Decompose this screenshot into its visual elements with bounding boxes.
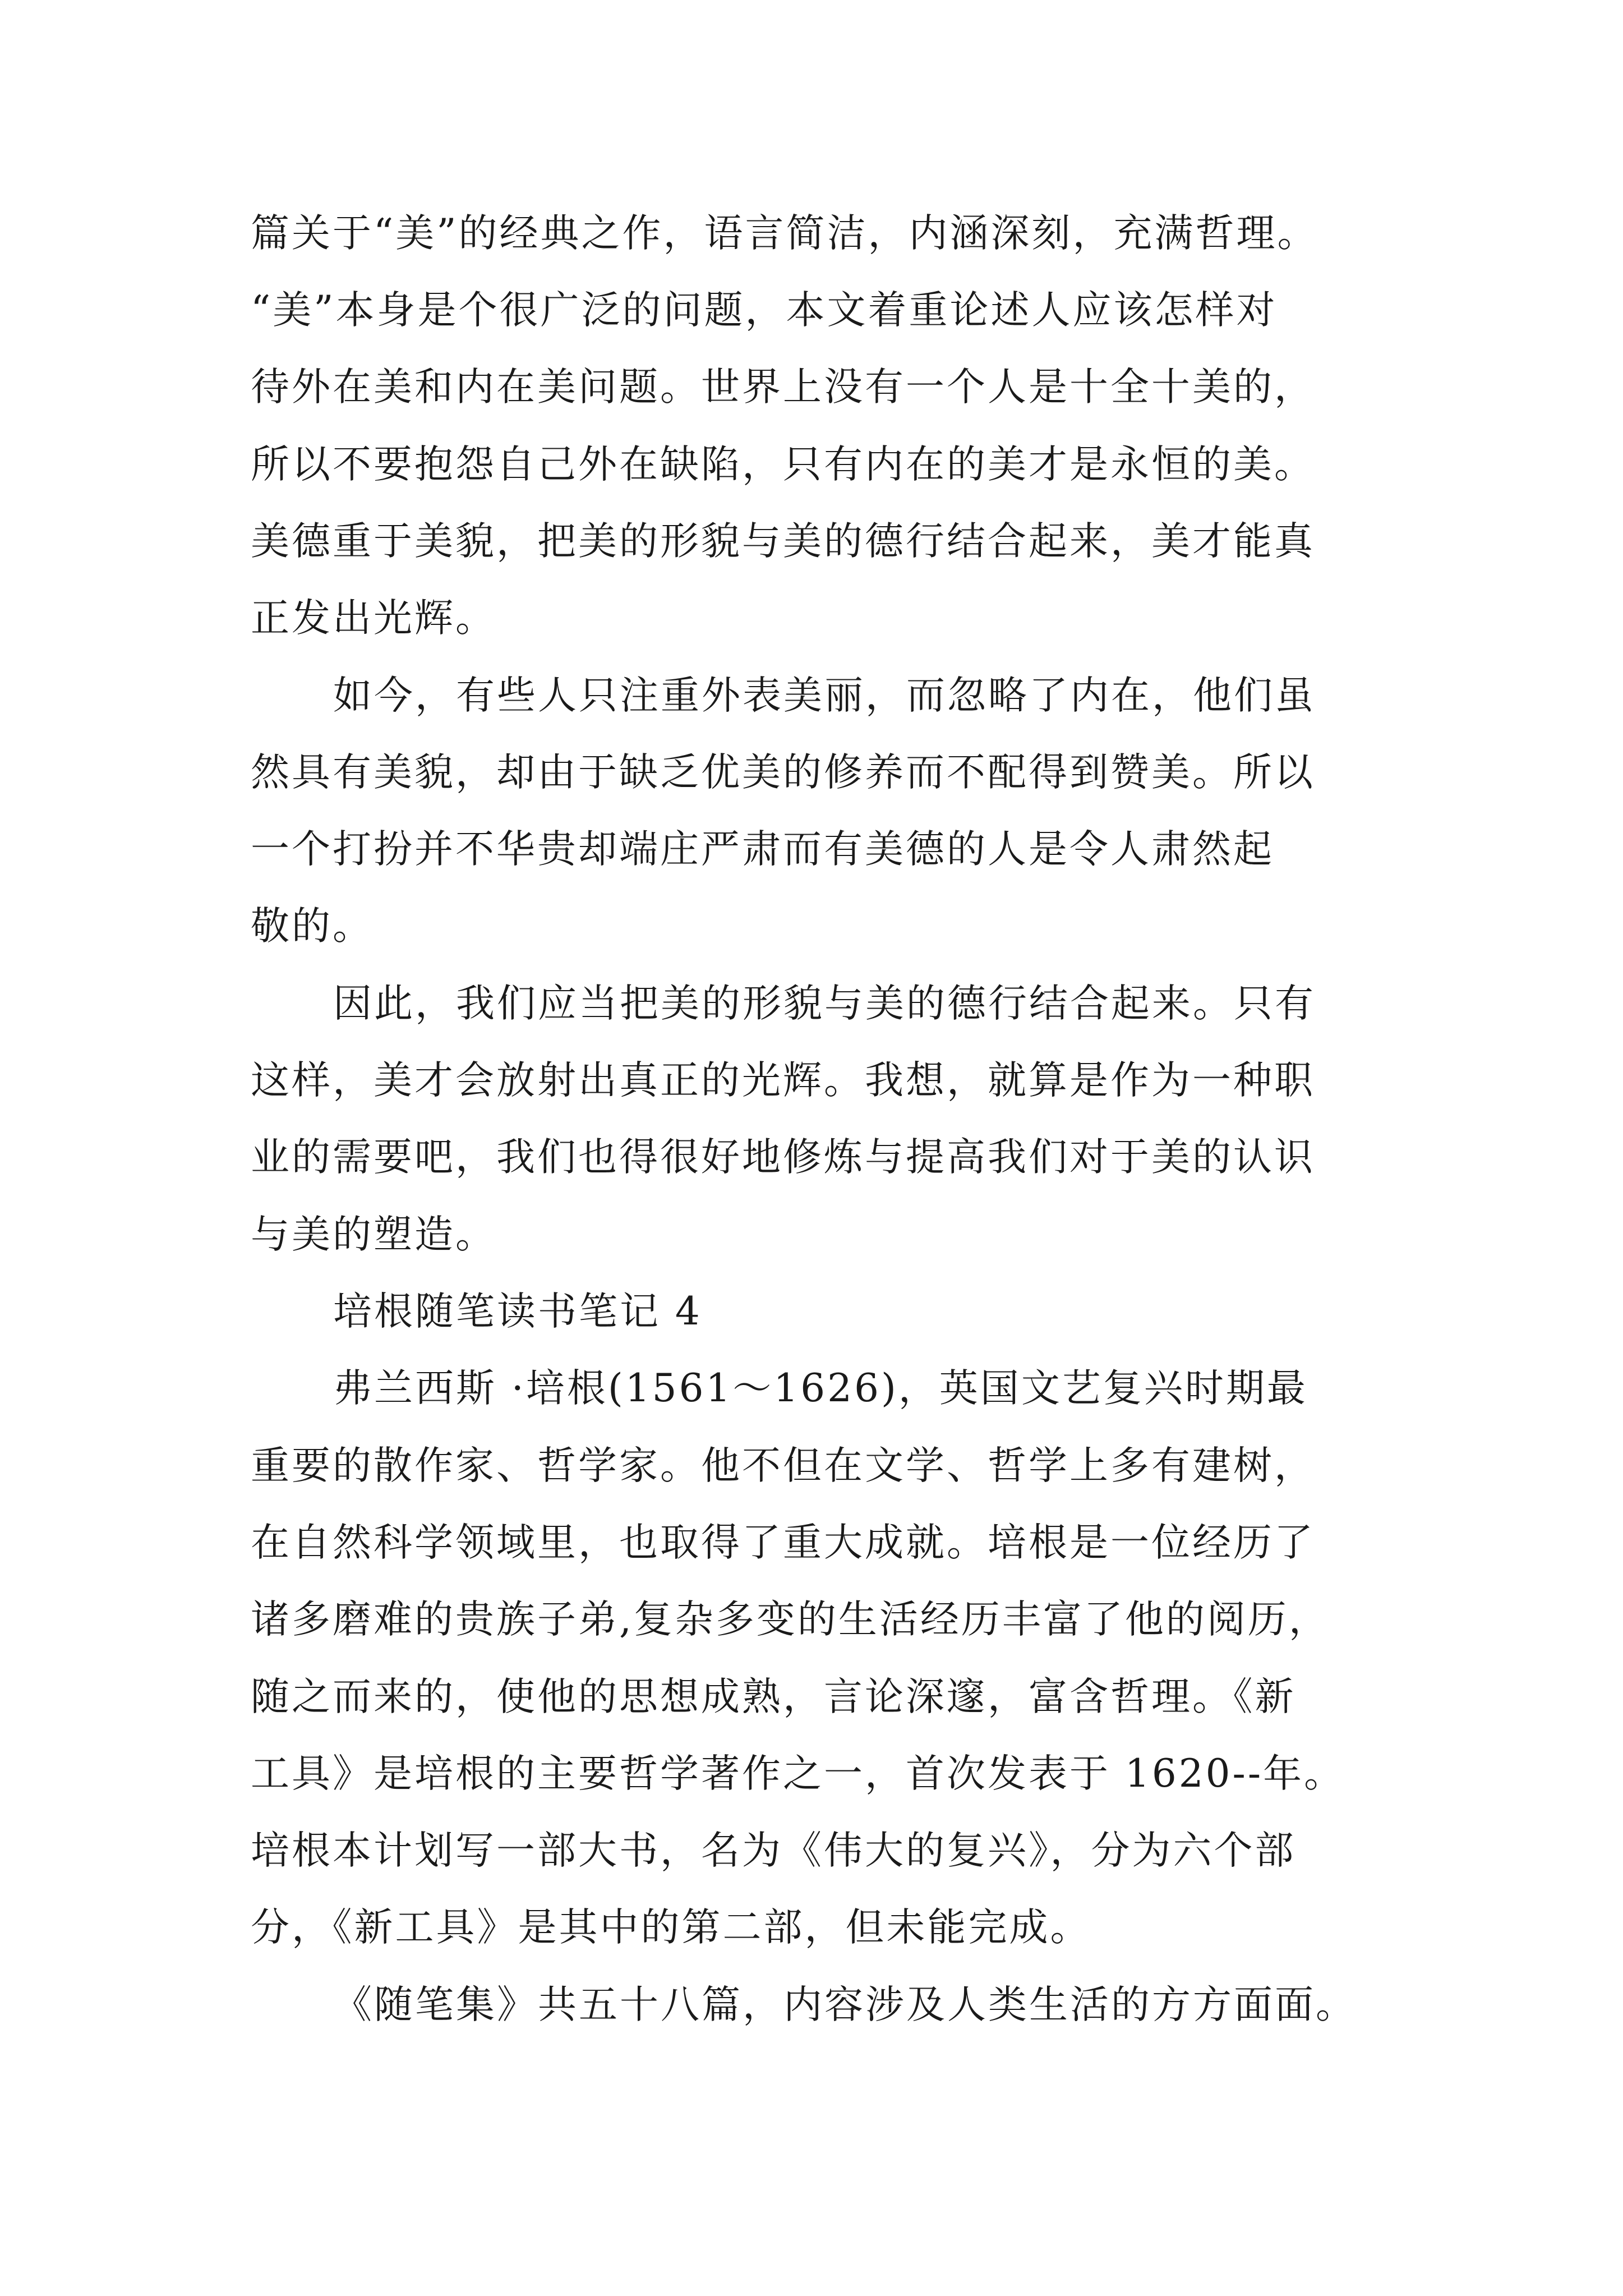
text-line: 所以不要抱怨自己外在缺陷，只有内在的美才是永恒的美。: [251, 442, 1315, 487]
paragraph-first-line: 弗兰西斯 ·培根(1561～1626)，英国文艺复兴时期最: [333, 1366, 1308, 1411]
text-line: 篇关于“美”的经典之作，语言简洁，内涵深刻，充满哲理。: [251, 211, 1318, 256]
text-line: 一个打扮并不华贵却端庄严肃而有美德的人是令人肃然起: [251, 827, 1274, 872]
text-line: 这样，美才会放射出真正的光辉。我想，就算是作为一种职: [251, 1058, 1315, 1103]
text-line: 重要的散作家、哲学家。他不但在文学、哲学上多有建树，: [251, 1443, 1315, 1488]
text-line: 然具有美貌，却由于缺乏优美的修养而不配得到赞美。所以: [251, 750, 1315, 795]
text-line: 工具》是培根的主要哲学著作之一，首次发表于 1620--年。: [251, 1751, 1345, 1796]
paragraph-first-line: 因此，我们应当把美的形貌与美的德行结合起来。只有: [333, 981, 1316, 1026]
text-line: 正发出光辉。: [251, 596, 496, 641]
text-line: 业的需要吧，我们也得很好地修炼与提高我们对于美的认识: [251, 1135, 1315, 1180]
paragraph-first-line: 如今，有些人只注重外表美丽，而忽略了内在，他们虽: [333, 673, 1316, 718]
paragraph-first-line: 《随笔集》共五十八篇，内容涉及人类生活的方方面面。: [333, 1982, 1357, 2027]
text-line: 分，《新工具》是其中的第二部，但未能完成。: [251, 1905, 1091, 1950]
text-line: 美德重于美貌，把美的形貌与美的德行结合起来，美才能真: [251, 519, 1315, 564]
text-line: “美”本身是个很广泛的问题，本文着重论述人应该怎样对: [251, 288, 1278, 333]
text-line: 待外在美和内在美问题。世界上没有一个人是十全十美的，: [251, 365, 1315, 409]
text-line: 在自然科学领域里，也取得了重大成就。培根是一位经历了: [251, 1520, 1315, 1565]
text-line: 敬的。: [251, 904, 374, 949]
text-line: 与美的塑造。: [251, 1212, 496, 1257]
text-line: 培根本计划写一部大书，名为《伟大的复兴》，分为六个部: [251, 1828, 1296, 1873]
section-heading: 培根随笔读书笔记 4: [333, 1289, 702, 1334]
text-line: 诸多磨难的贵族子弟,复杂多变的生活经历丰富了他的阅历，: [251, 1597, 1330, 1642]
text-line: 随之而来的，使他的思想成熟，言论深邃，富含哲理。《新: [251, 1674, 1296, 1719]
